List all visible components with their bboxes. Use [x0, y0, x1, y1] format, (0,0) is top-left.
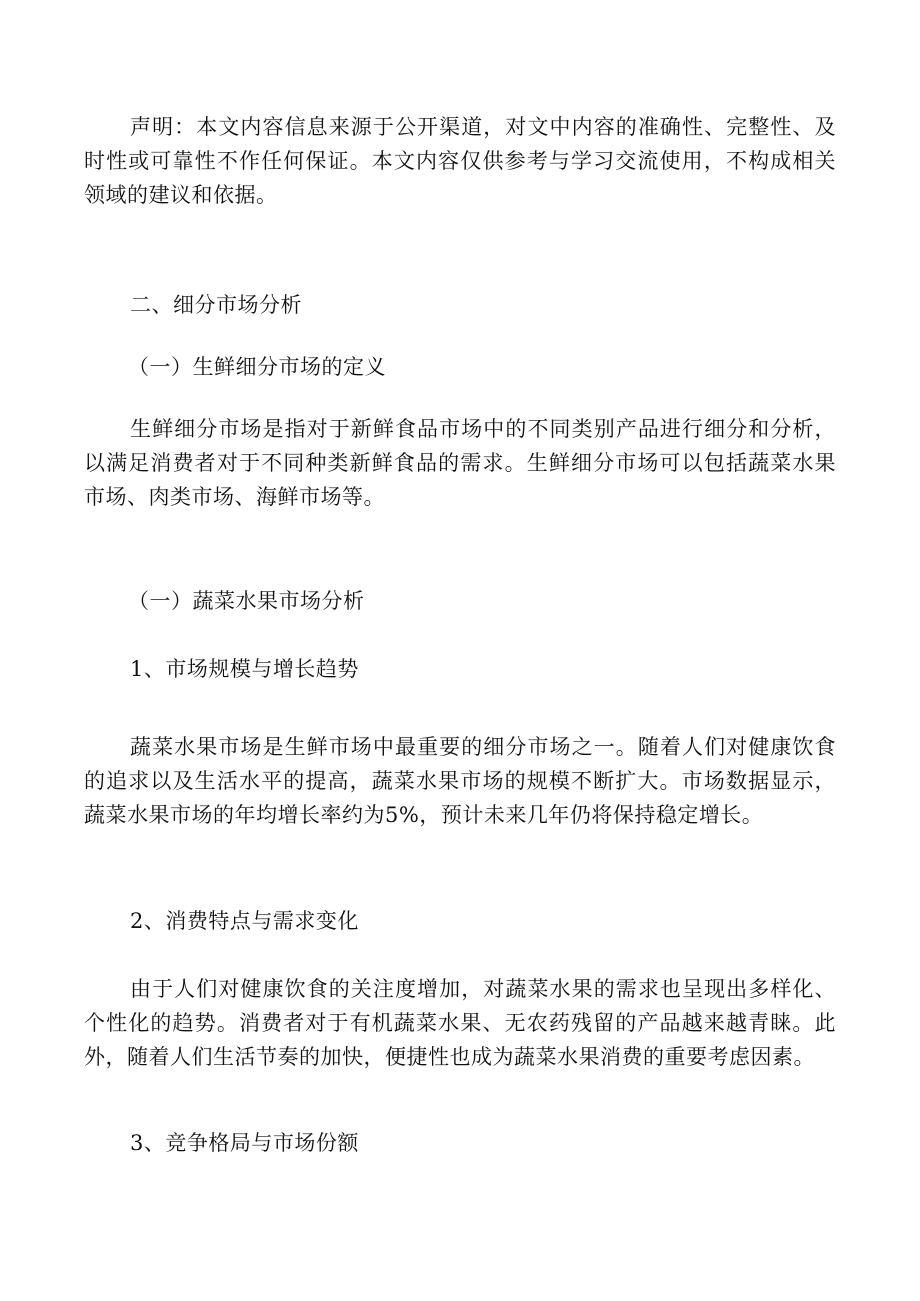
definition-paragraph: 生鲜细分市场是指对于新鲜食品市场中的不同类别产品进行细分和分析，以满足消费者对于不同种类新鲜食品的需求。生鲜细分市场可以包括蔬菜水果市场、肉类市场、海鲜市场等。	[84, 417, 836, 509]
subsection-title-vegetable-fruit: （一）蔬菜水果市场分析	[128, 589, 365, 613]
disclaimer-paragraph: 声明：本文内容信息来源于公开渠道，对文中内容的准确性、完整性、及时性或可靠性不作任何保证。本文内容仅供参考与学习交流使用，不构成相关领域的建议和依据。	[84, 115, 836, 207]
item-title-market-size: 1、市场规模与增长趋势	[130, 657, 359, 681]
subsection-title-definition: （一）生鲜细分市场的定义	[128, 355, 386, 379]
section-title: 二、细分市场分析	[130, 293, 302, 317]
market-size-paragraph: 蔬菜水果市场是生鲜市场中最重要的细分市场之一。随着人们对健康饮食的追求以及生活水平的提高，蔬菜水果市场的规模不断扩大。市场数据显示，蔬菜水果市场的年均增长率约为5%，预计未来几年仍将保持稳定增长。	[84, 735, 836, 827]
item-title-consumption: 2、消费特点与需求变化	[130, 909, 359, 933]
item-title-competition: 3、竞争格局与市场份额	[130, 1131, 359, 1155]
consumption-paragraph: 由于人们对健康饮食的关注度增加，对蔬菜水果的需求也呈现出多样化、个性化的趋势。消费者对于有机蔬菜水果、无农药残留的产品越来越青睐。此外，随着人们生活节奏的加快，便捷性也成为蔬菜水果消费的重要考虑因素。	[84, 977, 836, 1069]
